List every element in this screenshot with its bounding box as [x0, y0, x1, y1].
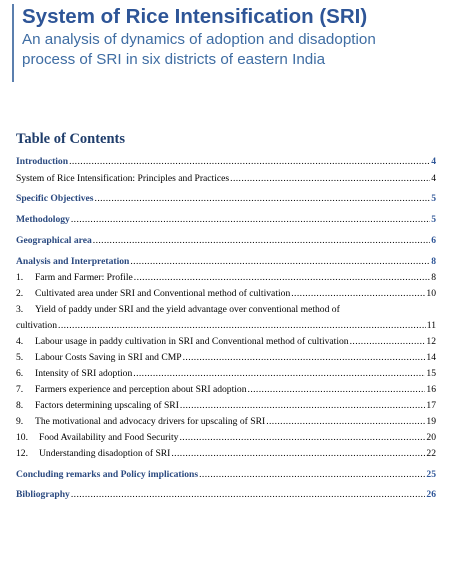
toc-leader-dots	[266, 415, 425, 428]
toc-entry-label: Methodology	[16, 214, 70, 225]
toc-entry-label: Geographical area	[16, 235, 92, 246]
toc-entry-bibliography[interactable]	[16, 488, 436, 501]
toc-leader-dots	[71, 488, 426, 501]
document-subtitle-line-1: An analysis of dynamics of adoption and disadoption	[22, 31, 376, 48]
toc-leader-dots	[248, 383, 426, 396]
toc-entry-number: 9.	[16, 416, 24, 427]
toc-entry-number: 7.	[16, 384, 24, 395]
toc-leader-dots	[93, 234, 430, 247]
toc-leader-dots	[180, 399, 426, 412]
toc-entry-page: 19	[426, 416, 436, 427]
toc-entry-page: 8	[431, 272, 436, 283]
toc-entry-labour-costs[interactable]	[16, 351, 436, 364]
toc-entry-cultivated-area[interactable]	[16, 287, 436, 300]
toc-entry-yield-line-1[interactable]	[16, 303, 340, 316]
toc-entry-factors-upscaling[interactable]	[16, 399, 436, 412]
toc-leader-dots	[133, 367, 425, 380]
toc-entry-number: 6.	[16, 368, 24, 379]
toc-entry-label: Concluding remarks and Policy implications	[16, 469, 199, 480]
toc-entry-motivational-drivers[interactable]	[16, 415, 436, 428]
toc-entry-label: Farm and Farmer: Profile	[35, 272, 133, 283]
toc-entry-page: 4	[431, 173, 436, 184]
toc-entry-page: 16	[426, 384, 436, 395]
toc-entry-label: Farmers experience and perception about SRI adoption	[35, 384, 247, 395]
toc-entry-label: Food Availability and Food Security	[39, 432, 179, 443]
toc-entry-label: Yield of paddy under SRI and the yield advantage over conventional method of	[35, 304, 340, 315]
toc-entry-page: 26	[426, 489, 436, 500]
toc-entry-page: 5	[431, 193, 436, 204]
toc-entry-number: 1.	[16, 272, 24, 283]
toc-entry-label: System of Rice Intensification: Principles and Practices	[16, 173, 230, 184]
toc-entry-yield-line-2[interactable]	[16, 319, 436, 332]
toc-leader-dots	[58, 319, 426, 332]
toc-entry-label: Bibliography	[16, 489, 70, 500]
toc-entry-label: Cultivated area under SRI and Conventional method of cultivation	[35, 288, 291, 299]
toc-leader-dots	[230, 172, 430, 185]
document-subtitle-line-2: process of SRI in six districts of eastern India	[22, 51, 326, 68]
toc-entry-page: 14	[426, 352, 436, 363]
toc-entry-label: Analysis and Interpretation	[16, 256, 130, 267]
toc-leader-dots	[134, 271, 430, 284]
toc-entry-label: Specific Objectives	[16, 193, 94, 204]
toc-entry-label: Introduction	[16, 156, 69, 167]
toc-entry-page: 4	[431, 156, 436, 167]
toc-leader-dots	[199, 468, 425, 481]
toc-entry-label: The motivational and advocacy drivers for upscaling of SRI	[35, 416, 266, 427]
toc-entry-number: 5.	[16, 352, 24, 363]
toc-entry-intensity[interactable]	[16, 367, 436, 380]
toc-entry-page: 11	[426, 320, 436, 331]
toc-entry-label: Intensity of SRI adoption	[35, 368, 133, 379]
toc-entry-concluding-remarks[interactable]	[16, 468, 436, 481]
toc-leader-dots	[171, 447, 425, 460]
toc-entry-page: 22	[426, 448, 436, 459]
toc-entry-labour-usage[interactable]	[16, 335, 436, 348]
toc-leader-dots	[179, 431, 425, 444]
toc-entry-page: 25	[426, 469, 436, 480]
toc-entry-food-availability[interactable]	[16, 431, 436, 444]
toc-entry-page: 20	[426, 432, 436, 443]
toc-entry-page: 15	[426, 368, 436, 379]
toc-entry-page: 12	[426, 336, 436, 347]
toc-entry-number: 10.	[16, 432, 28, 443]
toc-entry-geographical-area[interactable]	[16, 234, 436, 247]
toc-entry-page: 6	[431, 235, 436, 246]
toc-entry-page: 5	[431, 214, 436, 225]
toc-entry-number: 8.	[16, 400, 24, 411]
toc-leader-dots	[95, 192, 431, 205]
toc-entry-page: 10	[426, 288, 436, 299]
toc-entry-label: Understanding disadoption of SRI	[39, 448, 171, 459]
document-title: System of Rice Intensification (SRI)	[22, 5, 368, 28]
toc-entry-page: 17	[426, 400, 436, 411]
toc-entry-label: Labour usage in paddy cultivation in SRI and Conventional method of cultivation	[35, 336, 349, 347]
toc-entry-methodology[interactable]	[16, 213, 436, 226]
toc-leader-dots	[71, 213, 430, 226]
toc-leader-dots	[291, 287, 425, 300]
toc-entry-sri-principles[interactable]	[16, 172, 436, 185]
toc-leader-dots	[69, 155, 430, 168]
toc-entry-label-continued: cultivation	[16, 320, 58, 331]
toc-leader-dots	[183, 351, 426, 364]
toc-leader-dots	[130, 255, 430, 268]
toc-entry-label: Factors determining upscaling of SRI	[35, 400, 179, 411]
toc-entry-farmers-experience[interactable]	[16, 383, 436, 396]
toc-entry-understanding-disadoption[interactable]	[16, 447, 436, 460]
toc-entry-label: Labour Costs Saving in SRI and CMP	[35, 352, 182, 363]
toc-entry-number: 3.	[16, 304, 24, 315]
toc-entry-specific-objectives[interactable]	[16, 192, 436, 205]
toc-heading: Table of Contents	[16, 131, 126, 147]
toc-entry-introduction[interactable]	[16, 155, 436, 168]
toc-entry-page: 8	[431, 256, 436, 267]
toc-entry-analysis-interpretation[interactable]	[16, 255, 436, 268]
toc-leader-dots	[350, 335, 426, 348]
toc-entry-farm-farmer-profile[interactable]	[16, 271, 436, 284]
document-header	[12, 4, 450, 82]
toc-entry-number: 2.	[16, 288, 24, 299]
toc-entry-number: 4.	[16, 336, 24, 347]
toc-entry-number: 12.	[16, 448, 28, 459]
